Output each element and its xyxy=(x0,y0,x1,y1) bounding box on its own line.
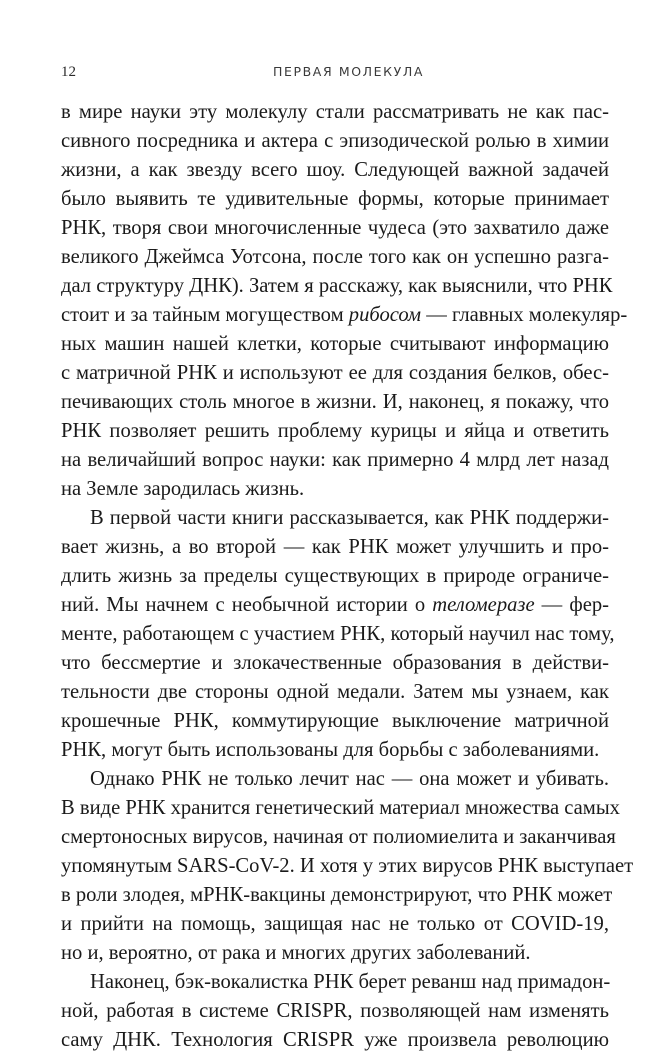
text-segment: жизни, а как звезду всего шоу. Следующей важной задачей xyxy=(61,159,609,181)
paragraph xyxy=(61,968,609,1055)
text-segment: великого Джеймса Уотсона, после того как он успешно разга- xyxy=(61,246,609,268)
emphasized-term: теломеразе xyxy=(432,594,535,616)
text-line xyxy=(61,243,609,272)
text-line xyxy=(61,127,609,156)
text-line xyxy=(61,1026,609,1055)
text-segment: печивающих столь многое в жизни. И, наконец, я покажу, что xyxy=(61,391,609,413)
text-line xyxy=(61,939,609,968)
text-segment: стоит и за тайным могуществом xyxy=(61,304,349,326)
text-line xyxy=(61,301,628,330)
text-segment: сивного посредника и актера с эпизодической ролью в химии xyxy=(61,130,609,152)
text-line xyxy=(61,475,609,504)
text-segment: дал структуру ДНК). Затем я расскажу, как выяснили, что РНК xyxy=(61,275,613,297)
text-line xyxy=(61,591,609,620)
text-line xyxy=(61,562,609,591)
text-line xyxy=(61,736,609,765)
text-line xyxy=(61,504,609,533)
text-segment: менте, работающем с участием РНК, который научил нас тому, xyxy=(61,623,615,645)
text-segment: ной, работая в системе CRISPR, позволяющей нам изменять xyxy=(61,1000,609,1022)
text-segment: саму ДНК. Технология CRISPR уже произвела революцию xyxy=(61,1029,609,1051)
text-line xyxy=(61,707,609,736)
paragraph xyxy=(61,504,615,765)
text-line xyxy=(61,446,609,475)
text-line xyxy=(61,359,609,388)
text-line xyxy=(61,185,609,214)
text-segment: что бессмертие и злокачественные образования в действи- xyxy=(61,652,609,674)
text-segment: смертоносных вирусов, начиная от полиомиелита и заканчивая xyxy=(61,826,616,848)
text-segment: на величайший вопрос науки: как примерно 4 млрд лет назад xyxy=(61,449,609,471)
text-line xyxy=(61,272,613,301)
emphasized-term: рибосом xyxy=(348,304,422,326)
text-line xyxy=(61,823,616,852)
text-line xyxy=(61,997,609,1026)
text-segment: ний. Мы начнем с необычной истории о xyxy=(61,594,433,616)
text-segment: с матричной РНК и используют ее для создания белков, обес- xyxy=(61,362,609,384)
text-segment: РНК позволяет решить проблему курицы и яйца и ответить xyxy=(61,420,609,442)
text-line xyxy=(61,620,615,649)
text-segment: вает жизнь, а во второй — как РНК может улучшить и про- xyxy=(61,536,609,558)
text-segment: упомянутым SARS-CoV-2. И хотя у этих вирусов РНК выступает xyxy=(61,855,634,877)
text-line xyxy=(61,678,609,707)
text-segment: и прийти на помощь, защищая нас не только от COVID-19, xyxy=(61,913,609,935)
running-title: ПЕРВАЯ МОЛЕКУЛА xyxy=(273,64,424,79)
text-segment: тельности две стороны одной медали. Затем мы узнаем, как xyxy=(61,681,609,703)
text-segment: РНК, творя свои многочисленные чудеса (это захватило даже xyxy=(61,217,609,239)
text-segment: в мире науки эту молекулу стали рассматривать не как пас- xyxy=(61,101,609,123)
text-line xyxy=(61,881,613,910)
text-line xyxy=(61,533,609,562)
paragraph xyxy=(61,765,634,968)
text-line xyxy=(61,794,620,823)
text-segment: Однако РНК не только лечит нас — она может и убивать. xyxy=(90,768,609,790)
text-line xyxy=(61,330,609,359)
text-segment: Наконец, бэк-вокалистка РНК берет реванш над примадон- xyxy=(90,971,611,993)
text-line xyxy=(61,417,609,446)
text-segment: длить жизнь за пределы существующих в природе ограниче- xyxy=(61,565,609,587)
text-segment: было выявить те удивительные формы, которые принимает xyxy=(61,188,609,210)
text-segment: но и, вероятно, от рака и многих других заболеваний. xyxy=(61,942,531,964)
text-segment: в роли злодея, мРНК-вакцины демонстрируют, что РНК может xyxy=(61,884,613,906)
text-segment: ных машин нашей клетки, которые считывают информацию xyxy=(61,333,609,355)
text-line xyxy=(61,910,609,939)
text-line xyxy=(61,968,609,997)
text-line xyxy=(61,649,609,678)
body-text xyxy=(61,98,634,1055)
text-segment: В первой части книги рассказывается, как РНК поддержи- xyxy=(90,507,609,529)
text-segment: — фер- xyxy=(534,594,610,616)
text-segment: В виде РНК хранится генетический материал множества самых xyxy=(61,797,620,819)
text-line xyxy=(61,852,634,881)
text-segment: крошечные РНК, коммутирующие выключение матричной xyxy=(61,710,609,732)
text-line xyxy=(61,156,609,185)
text-line xyxy=(61,765,609,794)
page-number: 12 xyxy=(61,64,76,80)
text-line xyxy=(61,98,609,127)
text-line xyxy=(61,214,609,243)
text-line xyxy=(61,388,609,417)
text-segment: РНК, могут быть использованы для борьбы с заболеваниями. xyxy=(61,739,600,761)
paragraph xyxy=(61,98,628,504)
text-segment: — главных молекуляр- xyxy=(421,304,628,326)
text-segment: на Земле зародилась жизнь. xyxy=(61,478,305,500)
